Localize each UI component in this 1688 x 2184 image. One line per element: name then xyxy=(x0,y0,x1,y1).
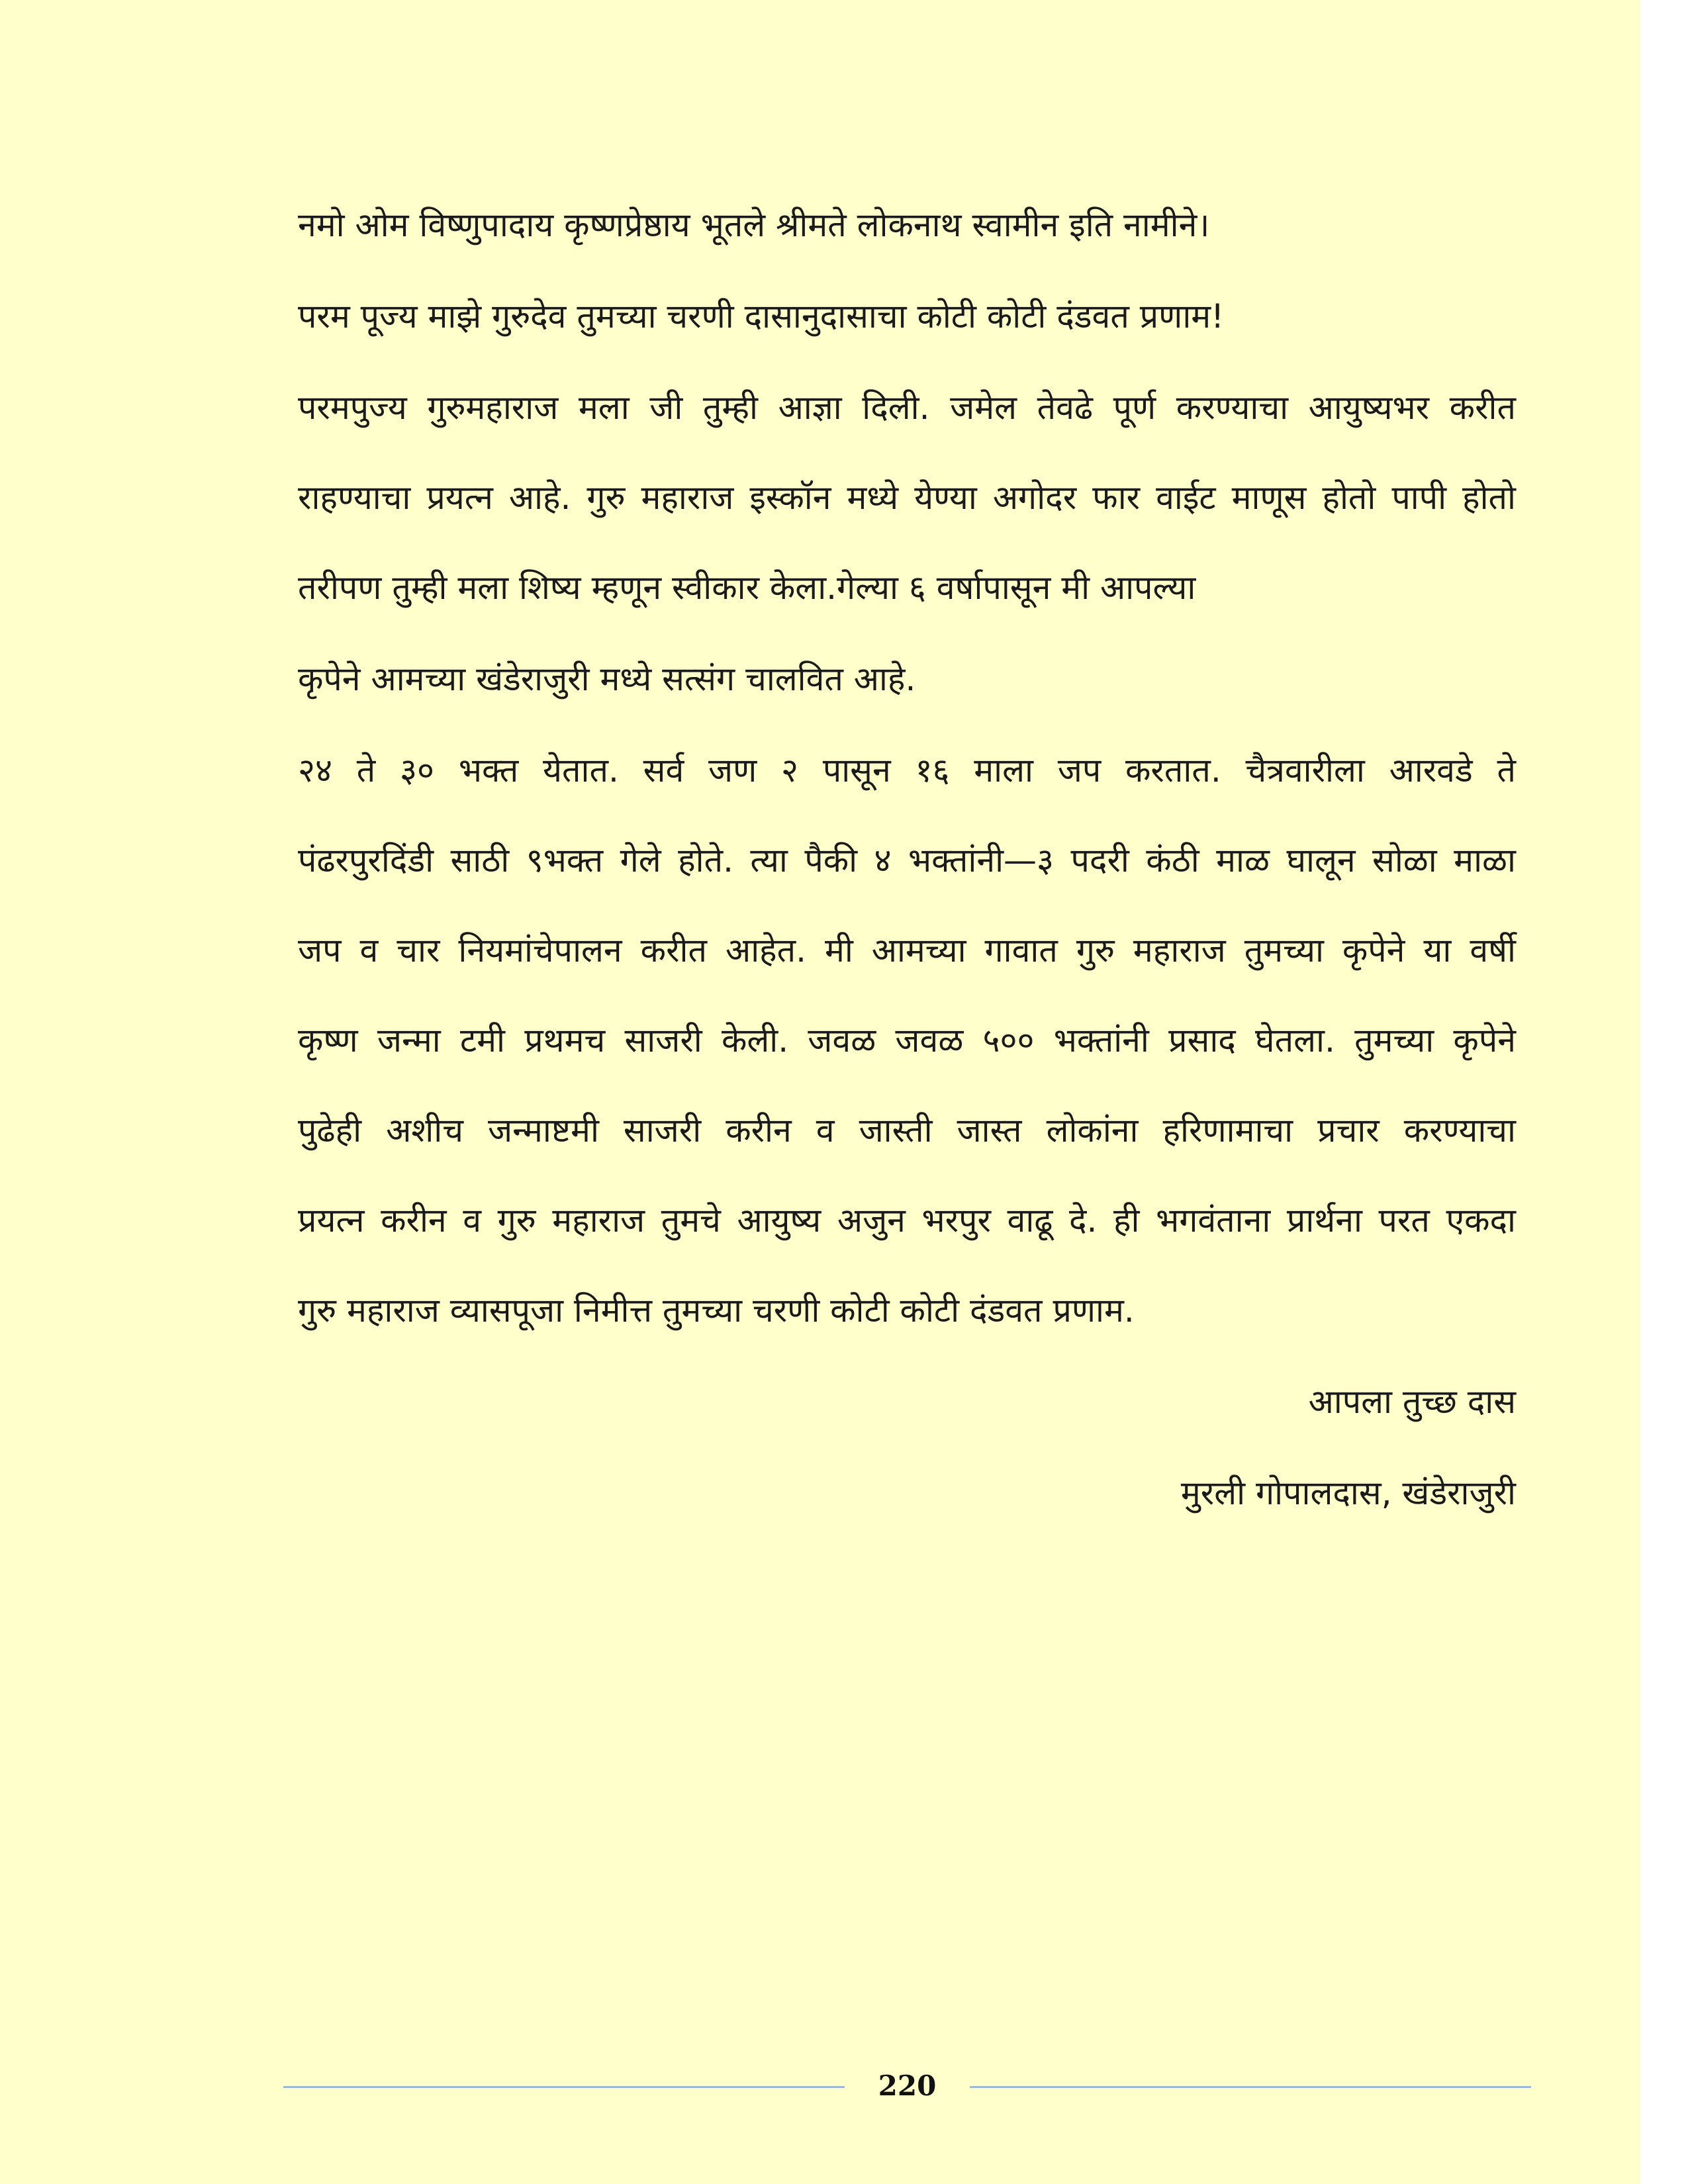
page-margin-strip xyxy=(1640,0,1688,2184)
body-line-6: पंढरपुरदिंडी साठी ९भक्त गेले होते. त्या पैकी ४ भक्तांनी—३ पदरी कंठी माळ घालून सोळा माळा xyxy=(298,841,1516,880)
body-line-11: गुरु महाराज व्यासपूजा निमीत्त तुमच्या चरणी कोटी कोटी दंडवत प्रणाम. xyxy=(298,1291,1135,1330)
page-number: 220 xyxy=(878,2070,937,2102)
closing-line: आपला तुच्छ दास xyxy=(1308,1383,1516,1421)
body-line-4: कृपेने आमच्या खंडेराजुरी मध्ये सत्संग चालवित आहे. xyxy=(298,660,916,698)
footer-rule-left xyxy=(283,2086,845,2088)
body-line-5: २४ ते ३० भक्त येतात. सर्व जण २ पासून १६ माला जप करतात. चैत्रवारीला आरवडे ते xyxy=(298,751,1516,790)
body-line-9: पुढेही अशीच जन्माष्टमी साजरी करीन व जास्ती जास्त लोकांना हरिणामाचा प्रचार करण्याचा xyxy=(298,1111,1516,1150)
body-line-7: जप व चार नियमांचेपालन करीत आहेत. मी आमच्या गावात गुरु महाराज तुमच्या कृपेने या वर्षी xyxy=(298,931,1516,970)
invocation-line: नमो ओम विष्णुपादाय कृष्णप्रेष्ठाय भूतले श्रीमते लोकनाथ स्वामीन इति नामीने। xyxy=(298,206,1210,244)
footer-rule-right xyxy=(970,2086,1531,2088)
body-line-3: तरीपण तुम्ही मला शिष्य म्हणून स्वीकार केला.गेल्या ६ वर्षापासून मी आपल्या xyxy=(298,569,1196,607)
signature-line: मुरली गोपालदास, खंडेराजुरी xyxy=(1180,1474,1516,1512)
body-line-10: प्रयत्न करीन व गुरु महाराज तुमचे आयुष्य अजुन भरपुर वाढू दे. ही भगवंताना प्रार्थना परत एकदा xyxy=(298,1201,1516,1240)
body-line-1: परमपुज्य गुरुमहाराज मला जी तुम्ही आज्ञा दिली. जमेल तेवढे पूर्ण करण्याचा आयुष्यभर करीत xyxy=(298,388,1516,427)
body-line-2: राहण्याचा प्रयत्न आहे. गुरु महाराज इस्कॉन मध्ये येण्या अगोदर फार वाईट माणूस होतो पापी होतो xyxy=(298,478,1516,517)
body-line-8: कृष्ण जन्मा टमी प्रथमच साजरी केली. जवळ जवळ ५०० भक्तांनी प्रसाद घेतला. तुमच्या कृपेने xyxy=(298,1021,1516,1060)
salutation-line: परम पूज्य माझे गुरुदेव तुमच्या चरणी दासानुदासाचा कोटी कोटी दंडवत प्रणाम! xyxy=(298,297,1225,336)
